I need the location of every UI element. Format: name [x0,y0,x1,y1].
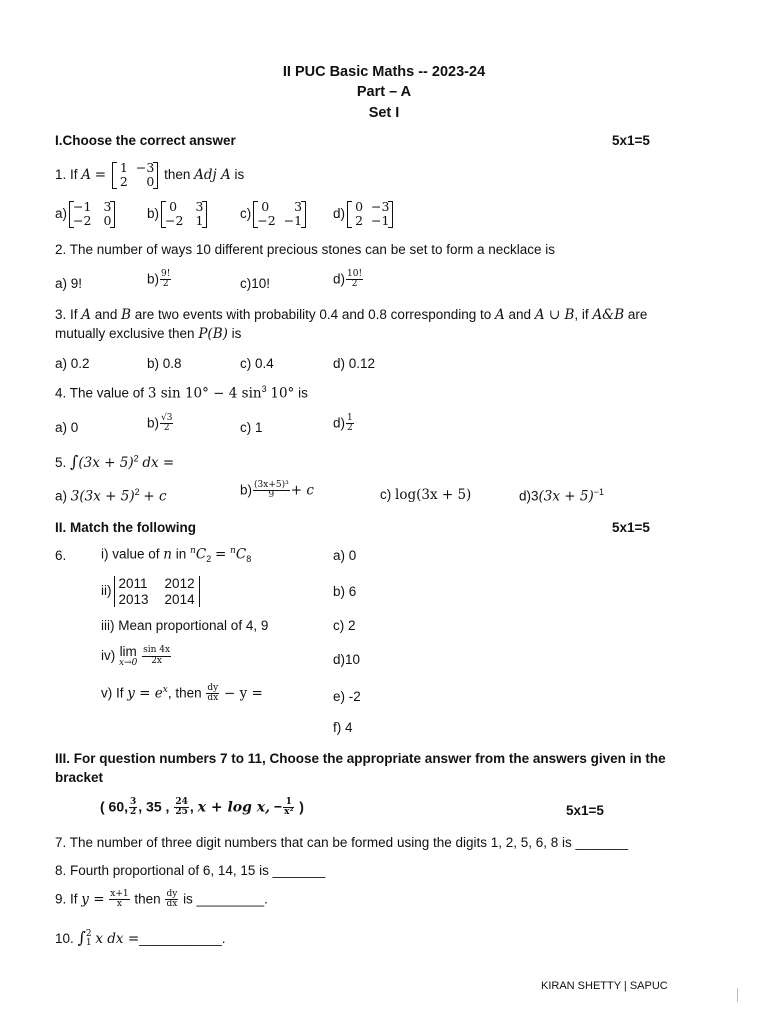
footer-credit: KIRAN SHETTY | SAPUC [541,980,668,992]
match-answer-b: b) 6 [333,584,357,599]
match-i-c2-sub: 2 [206,554,212,565]
q10 [55,928,226,949]
q5-exp: 2 [133,453,139,464]
match-v-num: dy [207,683,219,693]
bracket-expr: x + log x, [197,799,270,816]
q4-option-a: a) 0 [55,420,79,435]
match-iii: iii) Mean proportional of 4, 9 [101,618,269,633]
q4-b-frac [160,414,173,434]
q3-is: is [231,326,242,341]
q1-eq: = [94,166,107,183]
q9-dden: dx [166,899,178,910]
q1-d-m10: 2 [355,213,364,229]
q3-are: are [627,307,648,322]
match-v-frac [206,684,219,704]
det-11: 2014 [164,591,195,607]
match-i-eq: = [214,546,227,563]
match-iv-num: sin 4x [143,645,171,656]
q3-A2: A [495,307,505,323]
match-i [101,546,251,564]
q1-c-m01: 3 [294,199,303,214]
match-v-pre: v) If [101,685,124,701]
match-answer-c: c) 2 [333,618,356,633]
q5-b-frac [253,481,290,501]
q2-b-frac [160,270,171,290]
q9-tail: is _________. [183,891,268,907]
q2-option-d [333,270,364,290]
q5-b-label: b) [240,482,253,498]
q5-d-exp: −1 [593,487,605,497]
match-iv-lim-sub: x→0 [119,657,138,668]
q4-d-num: 1 [347,413,353,423]
bracket-f2-num: 24 [175,797,188,807]
q5-b-tail: + c [290,482,314,499]
match-ii-det [114,576,200,607]
match-v-then: , then [167,685,202,701]
q5-prefix: 5. [55,455,67,470]
match-iv-label: iv) [101,647,116,663]
q10-lim-bot: 1 [85,938,92,949]
q4-d-label: d) [333,415,346,431]
q4-option-c: c) 1 [240,420,263,435]
q1-adj: Adj A [194,166,231,183]
match-answer-d: d)10 [333,652,361,667]
det-00: 2011 [118,576,148,591]
bracket-f3-den: x² [284,807,294,818]
q5-a-label: a) [55,488,68,504]
match-iv-lim-text: lim [119,644,137,659]
q1-c-matrix [253,200,306,229]
match-v-exp: x [162,685,168,695]
q1-c-m11: −1 [283,213,303,229]
q1-m11: 0 [146,174,155,190]
q1-a-m00: −1 [73,199,92,214]
q4-suffix: is [298,385,308,401]
q5-option-c [380,487,471,503]
q1-d-label: d) [333,205,346,221]
match-i-sup2: n [230,546,236,556]
q4-option-d [333,414,355,434]
match-iv-lim [119,645,137,668]
match-iv-frac [142,646,171,666]
q9-frac [109,890,129,910]
q4-d-frac [346,414,354,434]
q5 [55,452,174,471]
q1-var: A [81,166,92,183]
q5-a-exp: 2 [134,487,140,497]
section3-heading-line2: bracket [55,770,104,785]
q3-and2: and [508,307,532,322]
q5-b-den: 9 [268,490,275,501]
q1-b-matrix [161,200,207,229]
bracket-frac2 [174,798,189,818]
match-i-in: in [175,546,187,562]
q1-is: is [234,166,245,182]
section3-heading-line1: III. For question numbers 7 to 11, Choose the appropriate answer from the answers given in the [55,751,666,766]
q1-c-m00: 0 [261,199,270,214]
bracket-mid1: , 35 , [138,798,170,815]
q5-a-expr: 3(3x + 5) [70,488,135,505]
q5-option-a [55,487,167,505]
bracket-mid2: , [189,798,194,815]
q3-line2-pre: mutually exclusive then [55,326,195,341]
q3-and1: and [94,307,118,322]
q4-option-b [147,414,174,434]
q3-line2 [55,326,241,342]
q1-prefix: 1. If [55,166,78,182]
det-01: 2012 [164,576,195,591]
part-heading: Part – A [356,84,412,100]
q1-a-label: a) [55,205,68,221]
match-iv [101,645,172,668]
q1-option-a [55,200,117,229]
q4-b-num: √3 [161,413,173,423]
q1-b-m01: 3 [195,199,204,214]
q4 [55,384,308,402]
q10-lim-top: 2 [85,928,92,939]
q3-comma-if: , if [574,307,589,322]
q2-option-a: a) 9! [55,276,83,291]
q4-expr-b: 10° [270,385,295,402]
q4-b-den: 2 [163,423,170,434]
q1-b-m11: 1 [195,213,204,229]
match-v-tail: − y = [224,685,263,702]
q5-tail: dx = [142,455,175,471]
q10-integral: ∫ [77,928,86,947]
q5-c-label: c) [380,487,392,502]
match-answer-f: f) 4 [333,720,353,735]
q9-num: x+1 [110,889,129,899]
bracket-frac3 [283,798,294,818]
section1-heading: I.Choose the correct answer [55,133,236,148]
q1-a-m01: 3 [103,199,112,214]
q1-b-m10: −2 [165,213,184,229]
q5-c-expr: log(3x + 5) [395,487,472,503]
match-v-eq: y = e [127,685,163,702]
match-i-pre: i) value of [101,546,160,562]
q7: 7. The number of three digit numbers that can be formed using the digits 1, 2, 5, 6, 8 is _______ [55,835,629,850]
q8: 8. Fourth proportional of 6, 14, 15 is _______ [55,863,326,878]
match-v [101,684,263,704]
q3-A: A [81,307,92,323]
q10-expr: x dx = [95,931,140,947]
bracket-f1-num: 3 [130,797,137,807]
match-i-sup1: n [190,546,196,556]
q1-option-c [240,200,308,229]
q10-tail: ___________. [139,931,226,946]
text-cursor [737,988,738,1002]
q2-b-num: 9! [161,269,171,279]
q1-d-m11: −1 [371,213,390,229]
match-i-c2: C [195,546,207,563]
q1-c-label: c) [240,205,252,221]
match-ii [101,576,202,607]
q1-then: then [164,166,191,182]
q5-expr: (3x + 5) [78,455,134,471]
q1-b-m00: 0 [169,199,178,214]
q1-option-b [147,200,209,229]
bracket-minus: − [273,798,283,815]
q9-dnum: dy [166,889,178,899]
q5-d-expr: (3x + 5) [538,488,594,505]
q2-option-c: c)10! [240,276,271,291]
q1-m01: −3 [135,160,155,175]
answer-bracket [100,798,304,818]
q1-m00: 1 [119,160,128,175]
q3-AandB: A&B [592,307,625,323]
match-answer-a: a) 0 [333,548,357,563]
section3-marks: 5x1=5 [566,803,604,818]
section2-heading: II. Match the following [55,520,196,535]
q5-option-d [519,487,604,505]
q9-dfrac [165,890,178,910]
q1-a-m11: 0 [103,213,112,229]
q4-expr-a: 3 sin 10° − 4 sin [147,385,262,402]
q1 [55,161,244,190]
q2-d-label: d) [333,271,346,287]
q3-mid: are two events with probability 0.4 and 0.8 corresponding to [134,307,492,322]
q4-exp: 3 [261,384,267,394]
q2-d-den: 2 [351,279,358,290]
q9-den: x [116,899,122,910]
match-i-n: n [163,546,172,563]
match-i-c8-sub: 8 [246,554,252,565]
q5-integral: ∫ [70,452,79,471]
match-answer-e: e) -2 [333,689,361,704]
q1-matrix [112,161,158,190]
q3-option-a: a) 0.2 [55,356,90,371]
q4-prefix: 4. The value of [55,385,145,401]
match-ii-label: ii) [101,583,112,599]
q10-limits [86,930,92,950]
q3-option-b: b) 0.8 [147,356,182,371]
q5-option-b [240,481,314,501]
q3-line1 [55,307,647,323]
q1-a-matrix [69,200,115,229]
q1-a-m10: −2 [73,213,92,229]
set-heading: Set I [368,105,400,121]
q2-d-num: 10! [347,269,363,279]
q4-b-label: b) [147,415,160,431]
bracket-close: ) [299,798,304,815]
q1-d-m01: −3 [371,199,390,214]
q3-option-c: c) 0.4 [240,356,274,371]
match-iv-den: 2x [151,655,163,666]
bracket-f3-num: 1 [283,798,294,808]
q3-B: B [121,307,132,323]
q3-option-d: d) 0.12 [333,356,376,371]
match-i-c8: C [235,546,247,563]
q1-m10: 2 [119,174,128,190]
doc-title: II PUC Basic Maths -- 2023-24 [282,64,486,80]
bracket-frac1 [129,798,137,818]
q1-d-matrix [347,200,393,229]
q3-PB: P(B) [198,326,228,342]
q9-pre: 9. If [55,891,78,907]
q3-pre: 3. If [55,307,78,322]
q2-b-den: 2 [162,279,169,290]
q3-AuB: A ∪ B [534,307,575,323]
bracket-f1-den: 2 [130,807,137,818]
q2-d-frac [346,270,363,290]
q2-option-b [147,270,172,290]
q1-option-d [333,200,395,229]
section1-marks: 5x1=5 [612,133,650,148]
q1-b-label: b) [147,205,160,221]
q10-pre: 10. [55,931,74,946]
bracket-open: ( 60, [100,798,129,815]
q2-text: 2. The number of ways 10 different precious stones can be set to form a necklace is [55,242,556,257]
q1-d-m00: 0 [355,199,364,214]
q9-then: then [134,891,161,907]
q6-number: 6. [55,548,67,563]
q5-a-tail: + c [143,488,167,505]
match-v-den: dx [207,693,219,704]
det-10: 2013 [118,591,149,607]
q2-b-label: b) [147,271,160,287]
q1-c-m10: −2 [257,213,276,229]
q9-y: y = [81,891,105,908]
q9 [55,890,268,910]
q5-d-label: d)3 [519,488,539,504]
q5-b-num: (3x+5)³ [254,480,289,490]
bracket-f2-den: 25 [175,807,188,818]
section2-marks: 5x1=5 [612,520,650,535]
q4-d-den: 2 [347,423,353,434]
